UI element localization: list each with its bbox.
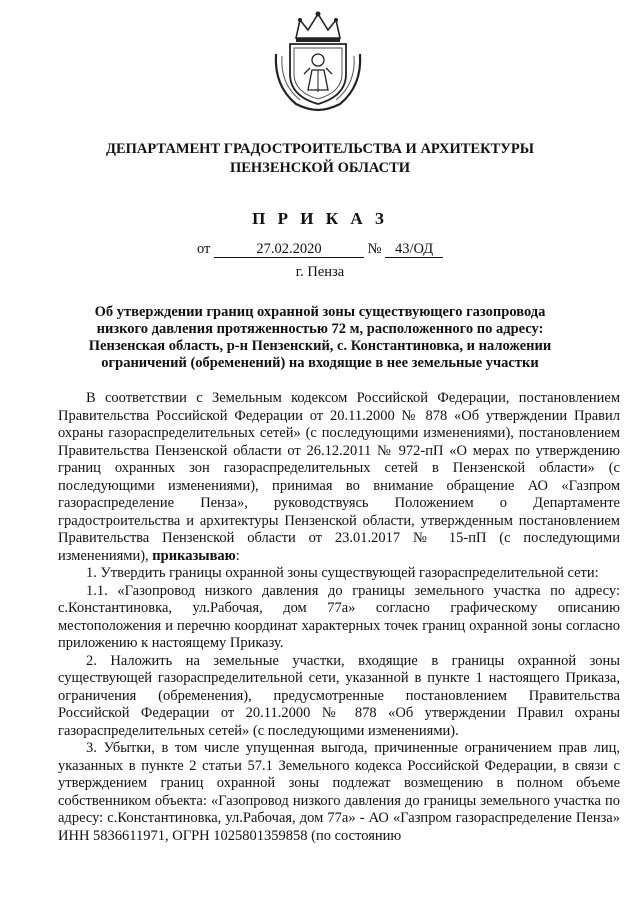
order-subject: Об утверждении границ охранной зоны существующего газопровода низкого давления протяженностью 72 м, расположенного по адресу: Пензенская область, р-н Пензенский, с. Константиновка, и наложении ограничений (обременений) на входящие в нее земельные участки — [88, 304, 552, 371]
item-1-1: 1.1. «Газопровод низкого давления до границы земельного участка по адресу: с.Константиновка, ул.Рабочая, дом 77а» согласно графическому описанию местоположения и перечню координат характерных точек границ охранной зоны согласно приложению к настоящему Приказу. — [58, 582, 620, 651]
item-2: 2. Наложить на земельные участки, входящие в границы охранной зоны существующей газораспределительной сети, указанной в пункте 1 настоящего Приказа, ограничения (обременения), предусмотренные постановлением Правительства Российской Федерации от 20.11.2000 № 878 «Об утверждении Правил охраны газораспределительных сетей» (с последующими изменениями). — [58, 652, 620, 739]
department-line-1: ДЕПАРТАМЕНТ ГРАДОСТРОИТЕЛЬСТВА И АРХИТЕКТУРЫ — [105, 141, 535, 157]
order-date: 27.02.2020 — [214, 241, 364, 258]
order-body — [58, 390, 620, 845]
number-prefix: № — [367, 241, 382, 257]
department-line-2: ПЕНЗЕНСКОЙ ОБЛАСТИ — [229, 160, 411, 176]
item-3: 3. Убытки, в том числе упущенная выгода, причиненные ограничением прав лиц, указанных в пункте 2 статьи 57.1 Земельного кодекса Российской Федерации, в связи с утверждением границ охранной зоны подлежат возмещению в полном объеме собственником объекта: «Газопровод низкого давления до границы земельного участка по адресу: с.Константиновка, ул.Рабочая, дом 77а» - АО «Газпром газораспределение Пенза» ИНН 5836611971, ОГРН 1025801359858 (по состоянию — [58, 740, 620, 844]
department-name — [60, 140, 580, 178]
order-number: 43/ОД — [385, 241, 443, 258]
item-1: 1. Утвердить границы охранной зоны существующей газораспределительной сети: — [86, 565, 599, 581]
order-date-number-line — [0, 241, 640, 258]
order-title: П Р И К А З — [252, 209, 388, 228]
city: г. Пенза — [295, 264, 345, 280]
penza-coat-of-arms-icon — [266, 8, 370, 112]
date-prefix: от — [196, 241, 211, 257]
preamble-paragraph — [58, 390, 620, 565]
order-verb: приказываю — [152, 547, 236, 564]
preamble-text: В соответствии с Земельным кодексом Российской Федерации, постановлением Правительства Российской Федерации от 20.11.2000 № 878 «Об утверждении Правил охраны газораспределительных сетей» (с последующими изменениями), постановлением Правительства Пензенской области от 26.12.2011 № 972-пП «О мерах по утверждению границ охранных зон газораспределительных сетей в Пензенской области» (с последующими изменениями), принимая во внимание обращение АО «Газпром газораспределение Пенза», руководствуясь Положением о Департаменте градостроительства и архитектуры Пензенской области, утвержденным постановлением Правительства Пензенской области от 23.01.2017 № 15-пП (с последующими изменениями), — [58, 390, 620, 564]
preamble-colon: : — [235, 547, 240, 564]
